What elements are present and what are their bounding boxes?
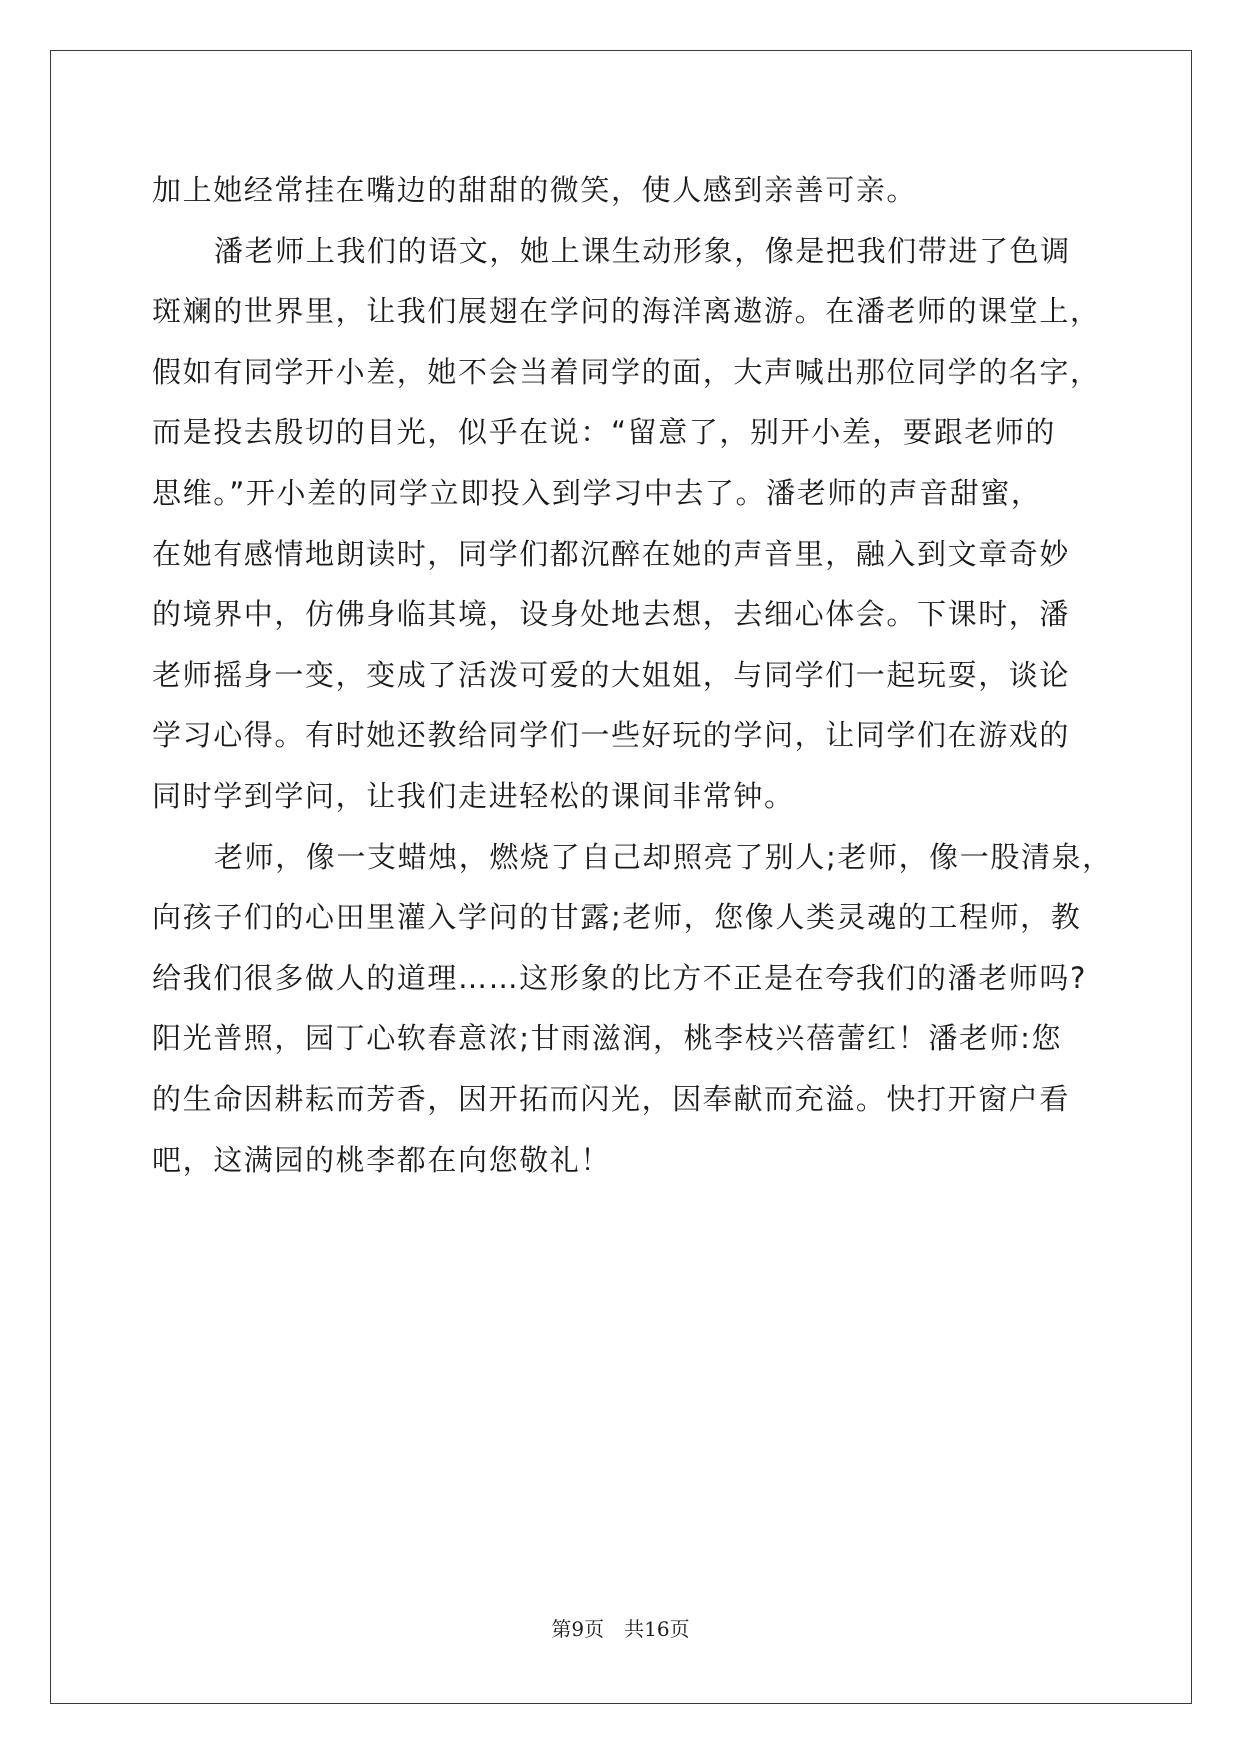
text-line: 加上她经常挂在嘴边的甜甜的微笑，使人感到亲善可亲。 <box>152 173 918 207</box>
document-body <box>152 160 1113 1190</box>
current-page-label: 第9页 <box>551 1617 605 1641</box>
total-pages-label: 共16页 <box>624 1617 690 1641</box>
text-line: 的境界中，仿佛身临其境，设身处地去想，去细心体会。下课时，潘 <box>152 597 1071 632</box>
text-line: 给我们很多做人的道理……这形象的比方不正是在夸我们的潘老师吗? <box>152 960 1087 995</box>
text-line: 而是投去殷切的目光，似乎在说：“留意了，别开小差，要跟老师的 <box>152 415 1057 450</box>
text-line: 潘老师上我们的语文，她上课生动形象，像是把我们带进了色调 <box>214 233 1071 268</box>
text-line: 在她有感情地朗读时，同学们都沉醉在她的声音里，融入到文章奇妙 <box>152 536 1071 571</box>
text-line: 向孩子们的心田里灌入学问的甘露;老师，您像人类灵魂的工程师，教 <box>152 900 1082 935</box>
text-line: 思维。”开小差的同学立即投入到学习中去了。潘老师的声音甜蜜， <box>152 475 1042 510</box>
text-line: 学习心得。有时她还教给同学们一些好玩的学问，让同学们在游戏的 <box>152 718 1071 753</box>
text-line: 老师摇身一变，变成了活泼可爱的大姐姐，与同学们一起玩耍，谈论 <box>152 657 1071 692</box>
page-footer <box>0 1613 1241 1642</box>
text-line: 同时学到学问，让我们走进轻松的课间非常钟。 <box>152 778 795 813</box>
text-line: 假如有同学开小差，她不会当着同学的面，大声喊出那位同学的名字， <box>152 354 1101 389</box>
text-line: 斑斓的世界里，让我们展翅在学问的海洋离遨游。在潘老师的课堂上， <box>152 294 1101 329</box>
text-line: 阳光普照，园丁心软春意浓;甘雨滋润，桃李枝兴蓓蕾红！潘老师:您 <box>152 1021 1063 1056</box>
text-line: 的生命因耕耘而芳香，因开拓而闪光，因奉献而充溢。快打开窗户看 <box>152 1081 1071 1116</box>
text-line: 老师，像一支蜡烛，燃烧了自己却照亮了别人;老师，像一股清泉， <box>214 839 1113 874</box>
text-line: 吧，这满园的桃李都在向您敬礼！ <box>152 1142 612 1177</box>
